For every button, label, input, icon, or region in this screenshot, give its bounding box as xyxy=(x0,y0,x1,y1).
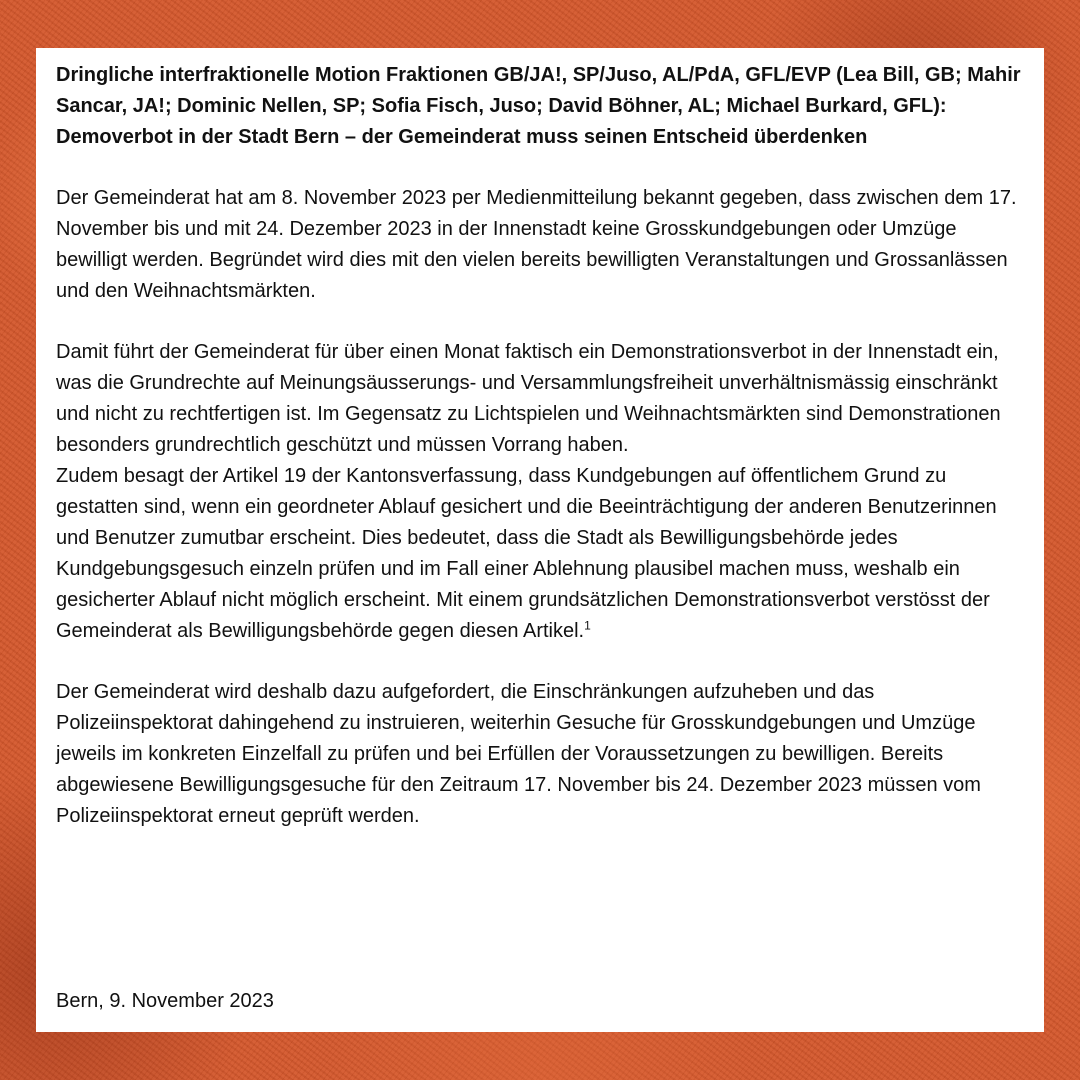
paragraph-demand: Der Gemeinderat wird deshalb dazu aufgefordert, die Einschränkungen aufzuheben und das Polizeiinspektorat dahingehend zu instruieren, weiterhin Gesuche für Grosskundgebungen und Umzüge jeweils im konkreten Einzelfall zu prüfen und bei Erfüllen der Voraussetzungen zu bewilligen. Bereits abgewiesene Bewilligungsgesuche für den Zeitraum 17. November bis 24. Dezember 2023 müssen vom Polizeiinspektorat erneut geprüft werden. xyxy=(56,681,981,827)
footnote-marker: 1 xyxy=(584,618,591,633)
paragraph-article-19-text: Zudem besagt der Artikel 19 der Kantonsverfassung, dass Kundgebungen auf öffentlichem Grund zu gestatten sind, wenn ein geordneter Ablauf gesichert und die Beeinträchtigung der anderen Benutzerinnen und Benutzer zumutbar erscheint. Dies bedeutet, dass die Stadt als Bewilligungsbehörde jedes Kundgebungsgesuch einzeln prüfen und im Fall einer Ablehnung plausibel machen muss, weshalb ein gesicherter Ablauf nicht möglich erscheint. Mit einem grundsätzlichen Demonstrationsverbot verstösst der Gemeinderat als Bewilligungsbehörde gegen diesen Artikel. xyxy=(56,465,997,642)
document-page xyxy=(36,48,1044,1032)
paragraph-demonstration-ban: Damit führt der Gemeinderat für über einen Monat faktisch ein Demonstrationsverbot in der Innenstadt ein, was die Grundrechte auf Meinungsäusserungs- und Versammlungsfreiheit unverhältnismässig einschränkt und nicht zu rechtfertigen ist. Im Gegensatz zu Lichtspielen und Weihnachtsmärkten sind Demonstrationen besonders grundrechtlich geschützt und müssen Vorrang haben. xyxy=(56,341,1001,456)
place-and-date: Bern, 9. November 2023 xyxy=(56,990,274,1012)
motion-title: Dringliche interfraktionelle Motion Fraktionen GB/JA!, SP/Juso, AL/PdA, GFL/EVP (Lea Bill, GB; Mahir Sancar, JA!; Dominic Nellen, SP; Sofia Fisch, Juso; David Böhner, AL; Michael Burkard, GFL): Demoverbot in der Stadt Bern – der Gemeinderat muss seinen Entscheid überdenken xyxy=(56,64,1021,148)
paragraph-announcement: Der Gemeinderat hat am 8. November 2023 per Medienmitteilung bekannt gegeben, dass zwischen dem 17. November bis und mit 24. Dezember 2023 in der Innenstadt keine Grosskundgebungen oder Umzüge bewilligt werden. Begründet wird dies mit den vielen bereits bewilligten Veranstaltungen und Grossanlässen und den Weihnachtsmärkten. xyxy=(56,187,1017,302)
paragraph-article-19 xyxy=(56,461,1024,647)
